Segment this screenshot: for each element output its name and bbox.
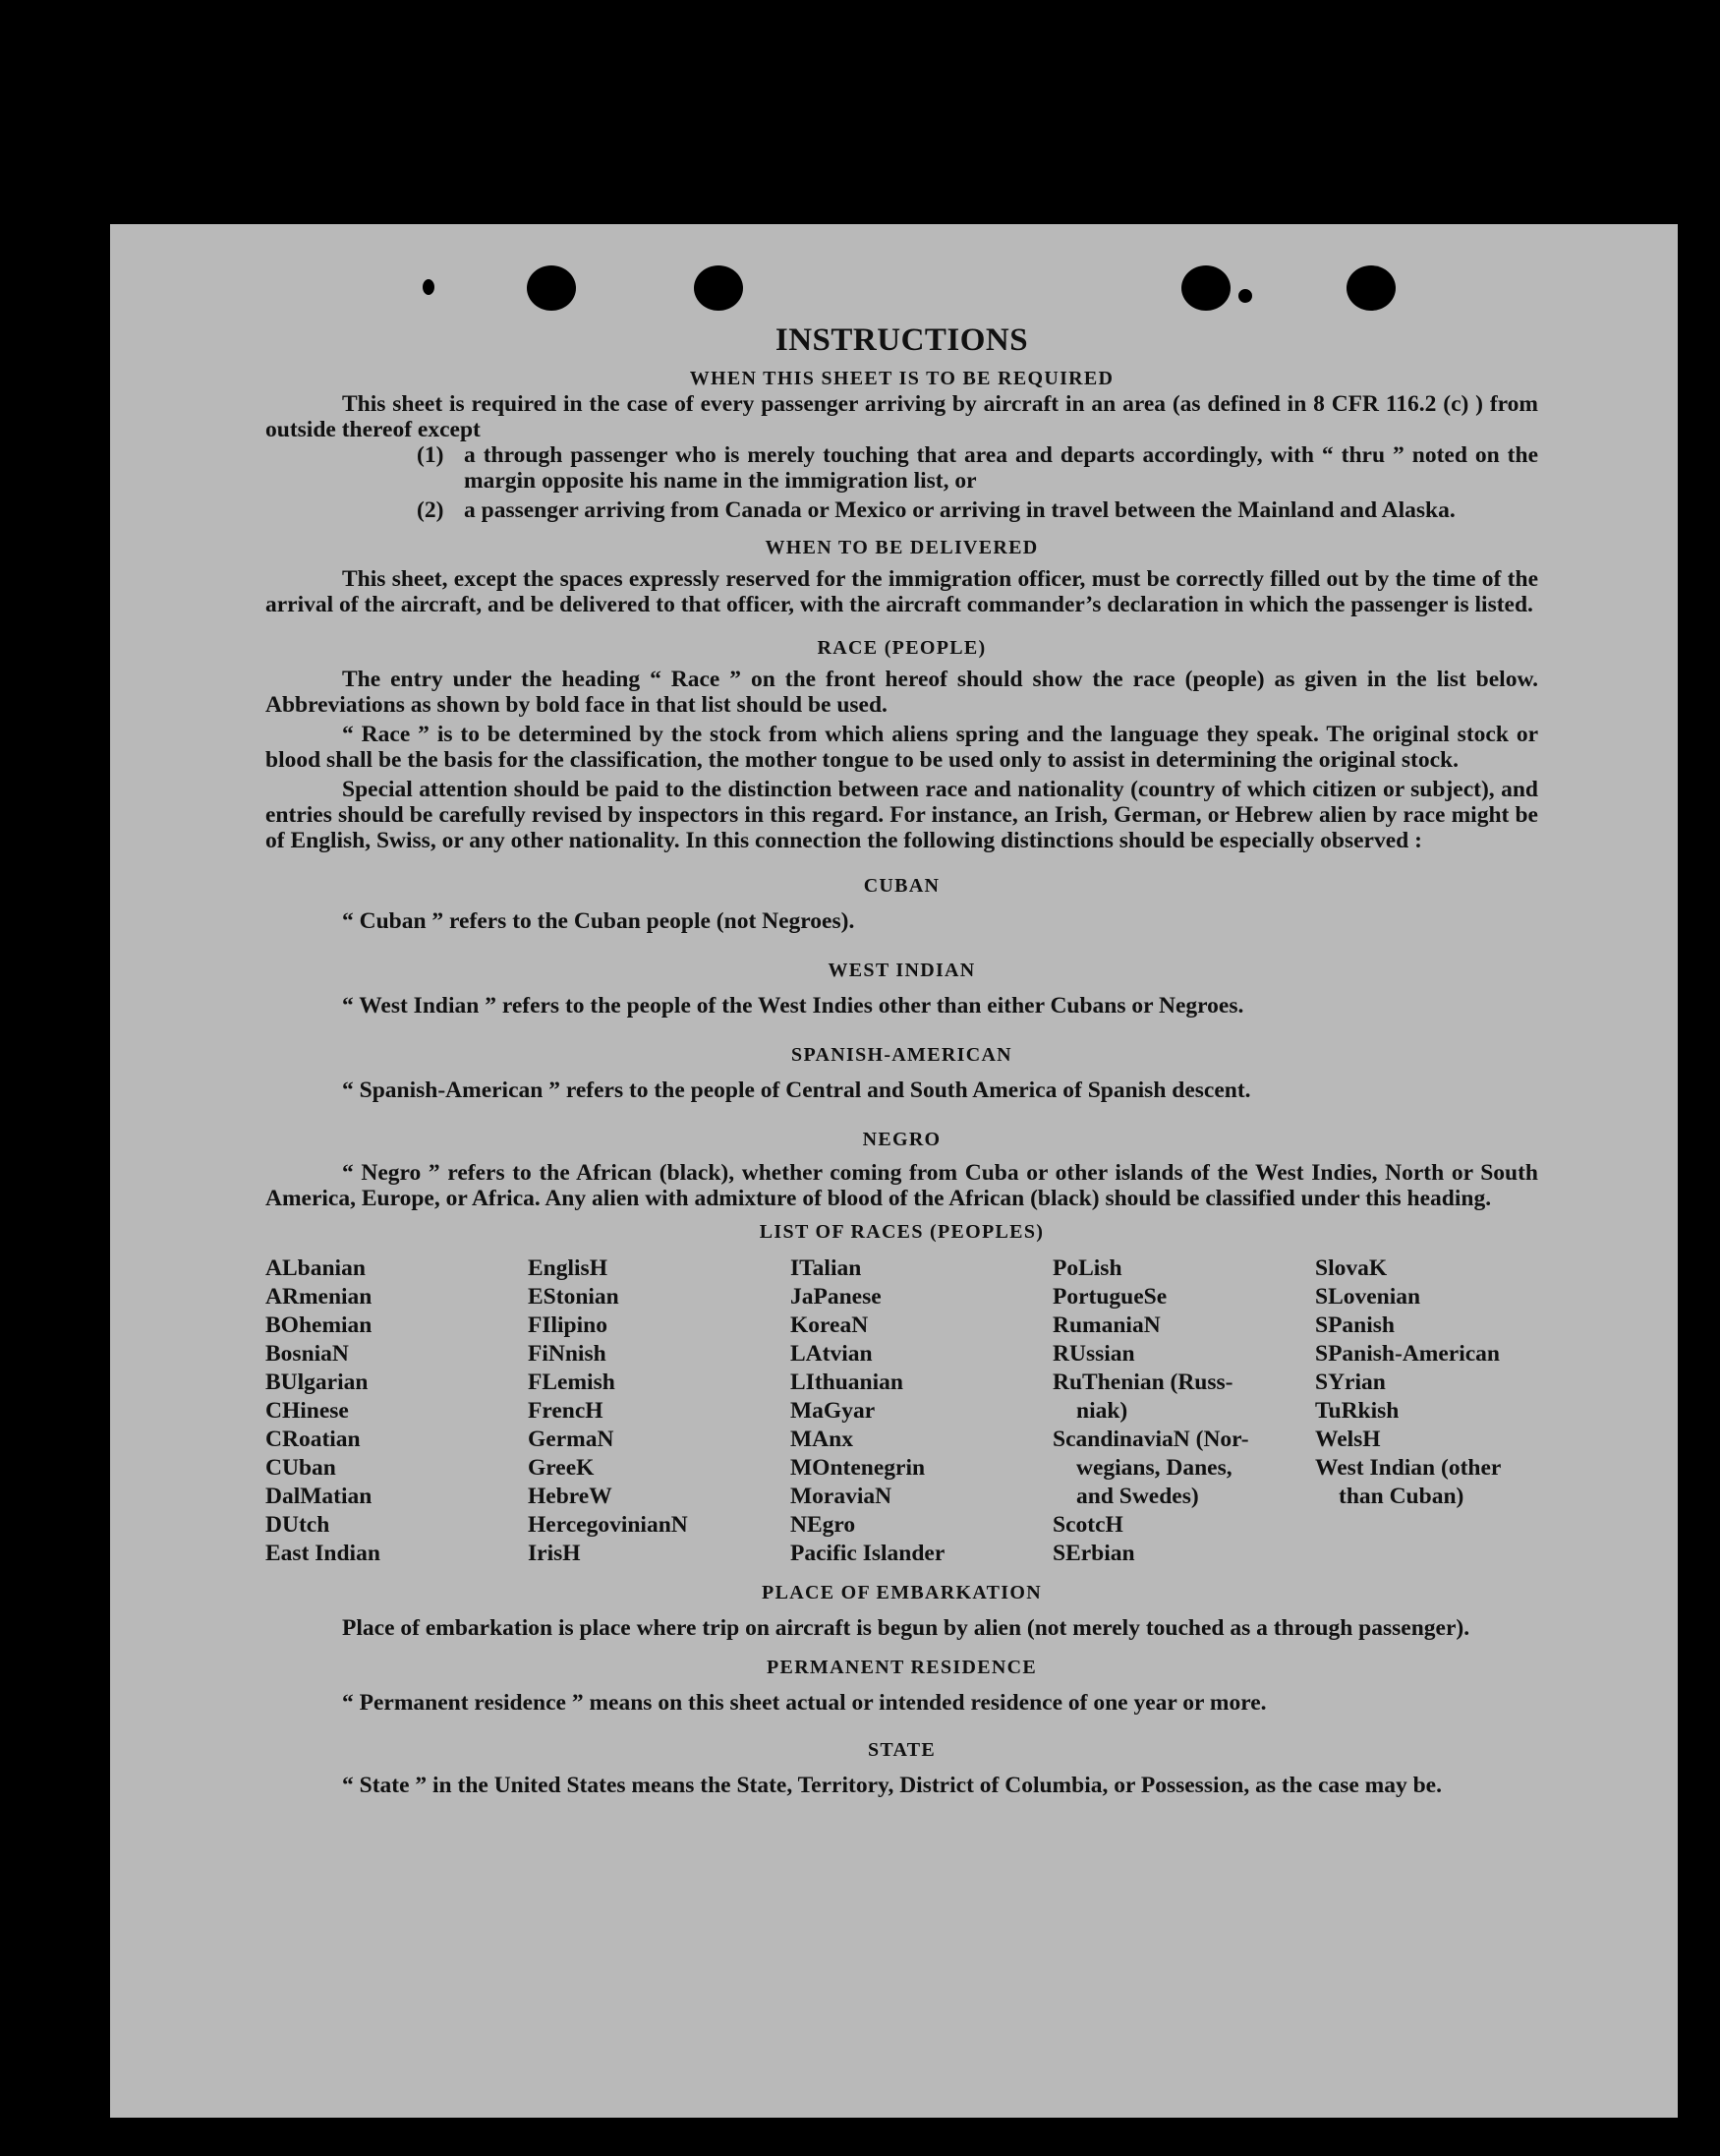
page-title: INSTRUCTIONS	[774, 322, 1029, 358]
race-entry: LAtvian	[790, 1341, 873, 1367]
race-entry: BOhemian	[265, 1312, 373, 1338]
paragraph: “ Permanent residence ” means on this sheet actual or intended residence of one year or more.	[342, 1690, 1267, 1716]
paragraph: “ Race ” is to be determined by the stock from which aliens spring and the language they speak. The original stock or blood shall be the basis for the classification, the mother tongue to be used only to assist in determining the original stock.	[265, 722, 1538, 773]
race-entry: IrisH	[528, 1541, 581, 1566]
races-column	[1315, 1254, 1538, 1568]
section-heading: WEST INDIAN	[828, 960, 976, 981]
race-entry: PortugueSe	[1053, 1284, 1168, 1310]
section-heading: PERMANENT RESIDENCE	[767, 1657, 1037, 1678]
race-entry: SPanish-American	[1315, 1341, 1500, 1367]
item-number: (1)	[417, 442, 444, 468]
race-entry: BUlgarian	[265, 1369, 369, 1395]
race-entry: MoraviaN	[790, 1484, 892, 1509]
race-entry: MaGyar	[790, 1398, 876, 1424]
race-entry: RumaniaN	[1053, 1312, 1161, 1338]
section-heading: RACE (PEOPLE)	[817, 637, 987, 659]
document-page	[110, 224, 1678, 2118]
section-heading: SPANISH-AMERICAN	[791, 1044, 1012, 1066]
race-entry: SLovenian	[1315, 1284, 1421, 1310]
race-entry: HercegovinianN	[528, 1512, 688, 1538]
section-heading: WHEN TO BE DELIVERED	[765, 537, 1039, 558]
section-heading: CUBAN	[863, 875, 941, 897]
race-entry: CUban	[265, 1455, 336, 1481]
race-entry: JaPanese	[790, 1284, 882, 1310]
race-entry: HebreW	[528, 1484, 612, 1509]
race-entry: SPanish	[1315, 1312, 1395, 1338]
paragraph: This sheet is required in the case of every passenger arriving by aircraft in an area (as defined in 8 CFR 116.2 (c) ) from outside thereof except	[265, 391, 1538, 442]
race-entry: Pacific Islander	[790, 1541, 946, 1566]
punch-hole	[694, 265, 743, 311]
race-entry: KoreaN	[790, 1312, 869, 1338]
paragraph: Special attention should be paid to the distinction between race and nationality (country of which citizen or subject), and entries should be carefully revised by inspectors in this regard. For instance, an Irish, German, or Hebrew alien by race might be of English, Swiss, or any other nationality. In this connection the following distinctions should be especially observed :	[265, 777, 1538, 853]
race-entry-continued: wegians, Danes,	[1076, 1455, 1233, 1481]
race-entry: EnglisH	[528, 1255, 607, 1281]
instructions-content	[265, 322, 1538, 1798]
paragraph: “ Spanish-American ” refers to the people of Central and South America of Spanish descent.	[342, 1078, 1251, 1103]
ink-speck	[1238, 289, 1252, 303]
item-text: a passenger arriving from Canada or Mexico or arriving in travel between the Mainland and Alaska.	[464, 497, 1456, 523]
section-heading: STATE	[867, 1739, 937, 1761]
race-entry: MOntenegrin	[790, 1455, 926, 1481]
list-item	[417, 442, 1538, 494]
race-entry: TuRkish	[1315, 1398, 1400, 1424]
paragraph: Place of embarkation is place where trip on aircraft is begun by alien (not merely touched as a through passenger).	[342, 1615, 1470, 1641]
race-entry-continued: than Cuban)	[1339, 1484, 1464, 1509]
race-entry: ITalian	[790, 1255, 862, 1281]
race-entry: CHinese	[265, 1398, 349, 1424]
item-number: (2)	[417, 497, 444, 523]
races-list	[265, 1254, 1538, 1568]
section-heading: PLACE OF EMBARKATION	[762, 1582, 1042, 1603]
ink-speck	[423, 279, 434, 295]
paragraph: The entry under the heading “ Race ” on the front hereof should show the race (people) as given in the list below. Abbreviations as shown by bold face in that list should be used.	[265, 667, 1538, 718]
race-entry: ScandinaviaN (Nor-	[1053, 1427, 1249, 1452]
race-entry: NEgro	[790, 1512, 856, 1538]
races-column	[1053, 1254, 1315, 1568]
race-entry: BosniaN	[265, 1341, 349, 1367]
paragraph: “ West Indian ” refers to the people of the West Indies other than either Cubans or Negroes.	[342, 993, 1244, 1019]
race-entry: RuThenian (Russ-	[1053, 1369, 1233, 1395]
race-entry: FIlipino	[528, 1312, 607, 1338]
race-entry: West Indian (other	[1315, 1455, 1502, 1481]
race-entry: FiNnish	[528, 1341, 606, 1367]
race-entry-continued: and Swedes)	[1076, 1484, 1199, 1509]
race-entry: ScotcH	[1053, 1512, 1123, 1538]
race-entry: FLemish	[528, 1369, 615, 1395]
race-entry: DUtch	[265, 1512, 330, 1538]
punch-hole	[1181, 265, 1231, 311]
list-item	[417, 497, 1538, 523]
race-entry: MAnx	[790, 1427, 853, 1452]
item-text: a through passenger who is merely touching that area and departs accordingly, with “ thru ” noted on the margin opposite his name in the immigration list, or	[464, 442, 1538, 494]
section-heading: NEGRO	[862, 1129, 942, 1150]
section-heading: WHEN THIS SHEET IS TO BE REQUIRED	[689, 368, 1115, 389]
race-entry: FrencH	[528, 1398, 603, 1424]
race-entry: RUssian	[1053, 1341, 1135, 1367]
race-entry: DalMatian	[265, 1484, 373, 1509]
race-entry-continued: niak)	[1076, 1398, 1128, 1424]
paragraph: “ Cuban ” refers to the Cuban people (not Negroes).	[342, 908, 855, 934]
race-entry: LIthuanian	[790, 1369, 903, 1395]
paragraph: This sheet, except the spaces expressly reserved for the immigration officer, must be correctly filled out by the time of the arrival of the aircraft, and be delivered to that officer, with the aircraft commander’s declaration in which the passenger is listed.	[265, 566, 1538, 617]
race-entry: East Indian	[265, 1541, 380, 1566]
punch-hole	[527, 265, 576, 311]
race-entry: EStonian	[528, 1284, 619, 1310]
race-entry: PoLish	[1053, 1255, 1122, 1281]
race-entry: SlovaK	[1315, 1255, 1388, 1281]
race-entry: CRoatian	[265, 1427, 361, 1452]
section-heading: LIST OF RACES (PEOPLES)	[759, 1221, 1045, 1243]
race-entry: SErbian	[1053, 1541, 1135, 1566]
races-column	[528, 1254, 790, 1568]
races-column	[790, 1254, 1053, 1568]
punch-hole	[1347, 265, 1396, 311]
race-entry: ARmenian	[265, 1284, 373, 1310]
race-entry: ALbanian	[265, 1255, 366, 1281]
races-column	[265, 1254, 528, 1568]
paragraph: “ State ” in the United States means the State, Territory, District of Columbia, or Possession, as the case may be.	[342, 1773, 1442, 1798]
race-entry: SYrian	[1315, 1369, 1386, 1395]
race-entry: WelsH	[1315, 1427, 1381, 1452]
paragraph: “ Negro ” refers to the African (black), whether coming from Cuba or other islands of the West Indies, North or South America, Europe, or Africa. Any alien with admixture of blood of the African (black) should be classified under this heading.	[265, 1160, 1538, 1211]
race-entry: GreeK	[528, 1455, 595, 1481]
race-entry: GermaN	[528, 1427, 614, 1452]
